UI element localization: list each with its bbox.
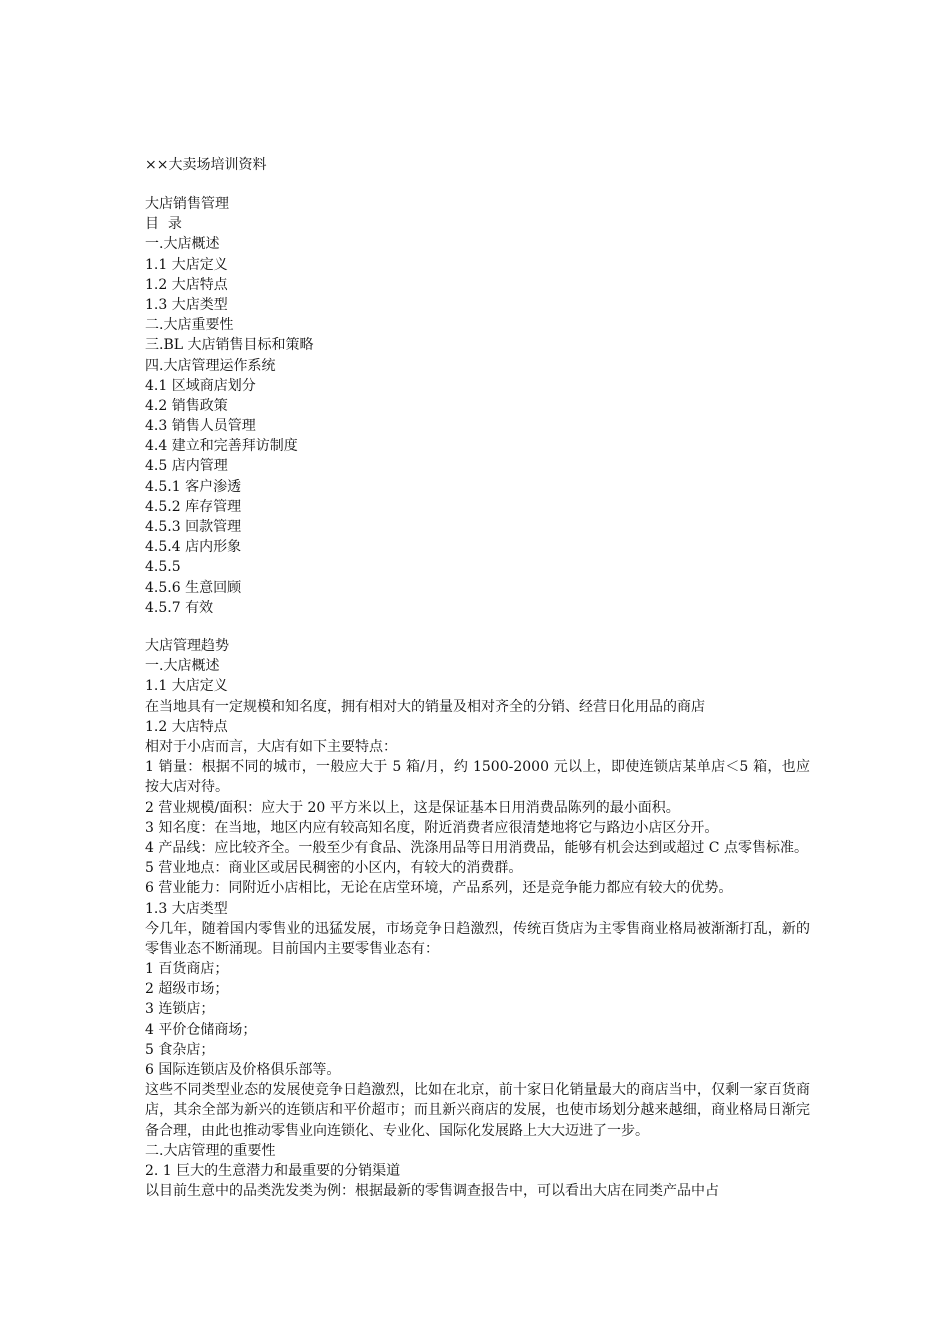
paragraph-types-summary: 这些不同类型业态的发展使竞争日趋激烈，比如在北京，前十家日化销量最大的商店当中，仅剩一家百货商店，其余全部为新兴的连锁店和平价超市；而且新兴商店的发展，也使市场划分越来越细，商业格局日渐完备合理，由此也推动零售业向连锁化、专业化、国际化发展路上大大迈进了一步。 bbox=[145, 1082, 810, 1139]
toc-item: 二.大店重要性 bbox=[145, 317, 234, 334]
feature-item: 5 营业地点：商业区或居民稠密的小区内，有较大的消费群。 bbox=[145, 860, 523, 877]
document-body bbox=[145, 194, 810, 1201]
toc-item: 1.3 大店类型 bbox=[145, 296, 228, 313]
paragraph-features-intro: 相对于小店而言，大店有如下主要特点： bbox=[145, 738, 397, 755]
toc-item: 4.1 区域商店划分 bbox=[145, 377, 256, 394]
toc-item: 4.5.1 客户渗透 bbox=[145, 478, 242, 495]
types-list bbox=[145, 959, 810, 1080]
type-item: 4 平价仓储商场； bbox=[145, 1021, 257, 1038]
type-item: 3 连锁店； bbox=[145, 1001, 215, 1018]
heading-overview: 一.大店概述 bbox=[145, 658, 220, 675]
paragraph-types-intro: 今几年，随着国内零售业的迅猛发展，市场竞争日趋激烈，传统百货店为主零售商业格局被渐渐打乱，新的零售业态不断涌现。目前国内主要零售业态有： bbox=[145, 920, 810, 957]
feature-item: 1 销量：根据不同的城市，一般应大于 5 箱/月，约 1500-2000 元以上，即使连锁店某单店＜5 箱，也应按大店对待。 bbox=[145, 759, 810, 796]
type-item: 6 国际连锁店及价格俱乐部等。 bbox=[145, 1062, 341, 1079]
toc-item: 4.2 销售政策 bbox=[145, 397, 228, 414]
section-title: 大店管理趋势 bbox=[145, 637, 229, 654]
toc-item: 4.5.6 生意回顾 bbox=[145, 579, 242, 596]
heading-potential: 2. 1 巨大的生意潜力和最重要的分销渠道 bbox=[145, 1163, 401, 1180]
feature-item: 4 产品线：应比较齐全。一般至少有食品、洗涤用品等日用消费品，能够有机会达到或超过 C 点零售标准。 bbox=[145, 839, 808, 856]
toc-heading: 大店销售管理 bbox=[145, 196, 229, 212]
heading-types: 1.3 大店类型 bbox=[145, 900, 228, 917]
paragraph-definition: 在当地具有一定规模和知名度，拥有相对大的销量及相对齐全的分销、经营日化用品的商店 bbox=[145, 698, 705, 715]
toc-item: 一.大店概述 bbox=[145, 236, 220, 253]
heading-features: 1.2 大店特点 bbox=[145, 718, 228, 735]
toc-list bbox=[145, 234, 810, 618]
type-item: 5 食杂店； bbox=[145, 1041, 215, 1058]
toc-item: 4.5.2 库存管理 bbox=[145, 498, 242, 515]
heading-importance: 二.大店管理的重要性 bbox=[145, 1142, 276, 1159]
toc-item: 4.4 建立和完善拜访制度 bbox=[145, 438, 298, 455]
toc-item: 4.5.3 回款管理 bbox=[145, 519, 242, 535]
toc-item: 4.5.5 bbox=[145, 559, 181, 576]
toc-item: 4.5.7 有效 bbox=[145, 599, 214, 616]
toc-label: 目 录 bbox=[145, 216, 182, 233]
toc-item: 1.2 大店特点 bbox=[145, 276, 228, 293]
toc-item: 1.1 大店定义 bbox=[145, 256, 228, 273]
paragraph-potential: 以目前生意中的品类洗发类为例：根据最新的零售调查报告中，可以看出大店在同类产品中占 bbox=[145, 1183, 719, 1200]
toc-item: 三.BL 大店销售目标和策略 bbox=[145, 337, 314, 354]
toc-item: 四.大店管理运作系统 bbox=[145, 357, 276, 374]
heading-definition: 1.1 大店定义 bbox=[145, 678, 228, 695]
feature-item: 3 知名度：在当地，地区内应有较高知名度，附近消费者应很清楚地将它与路边小店区分开。 bbox=[145, 819, 719, 836]
toc-item: 4.5 店内管理 bbox=[145, 458, 228, 475]
features-list bbox=[145, 757, 810, 898]
section-gap bbox=[145, 618, 810, 636]
toc-item: 4.3 销售人员管理 bbox=[145, 418, 256, 435]
feature-item: 2 营业规模/面积：应大于 20 平方米以上，这是保证基本日用消费品陈列的最小面积。 bbox=[145, 799, 680, 816]
toc-item: 4.5.4 店内形象 bbox=[145, 539, 242, 556]
type-item: 1 百货商店； bbox=[145, 961, 229, 978]
feature-item: 6 营业能力：同附近小店相比，无论在店堂环境，产品系列，还是竞争能力都应有较大的优势。 bbox=[145, 880, 733, 897]
type-item: 2 超级市场； bbox=[145, 981, 229, 998]
document-title: ××大卖场培训资料 bbox=[145, 157, 267, 173]
